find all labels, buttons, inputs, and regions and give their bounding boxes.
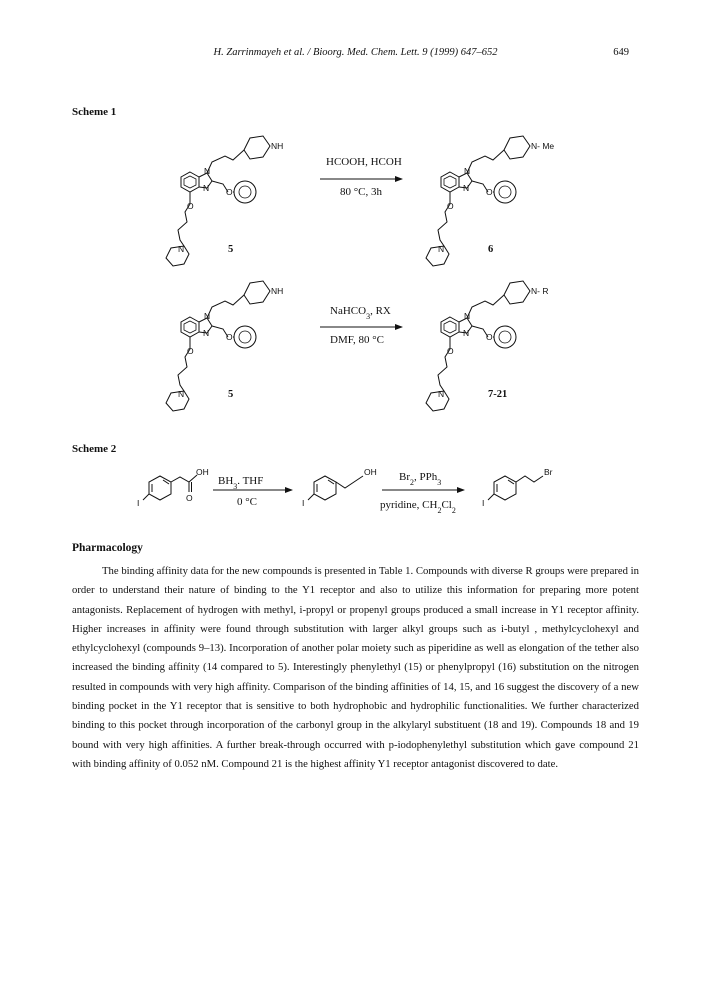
iodophenylacetic-acid-structure xyxy=(137,467,209,508)
reagent-label: $BH_3$. THF xyxy=(218,475,264,491)
atom-n: N xyxy=(464,311,471,321)
scheme2-label: Scheme 2 xyxy=(72,443,117,455)
amine-label: N- R xyxy=(531,286,549,296)
iodophenylethanol-structure xyxy=(302,467,377,508)
section-title-pharmacology: Pharmacology xyxy=(72,542,143,554)
page-number: 649 xyxy=(613,47,629,58)
scheme1-label: Scheme 1 xyxy=(72,106,117,118)
compound-number: 6 xyxy=(488,244,494,255)
pharmacology-body xyxy=(72,562,639,774)
amine-label: NH xyxy=(271,141,284,151)
compound-number: 5 xyxy=(228,389,234,400)
reagent-label: HCOOH, HCOH xyxy=(326,156,402,168)
atom-oh: OH xyxy=(364,467,377,477)
atom-i: I xyxy=(302,498,305,508)
atom-n: N xyxy=(178,389,185,399)
amine-label: NH xyxy=(271,286,284,296)
condition-label: DMF, 80 °C xyxy=(330,334,384,346)
atom-n: N xyxy=(463,328,470,338)
atom-o: O xyxy=(447,346,454,356)
atom-o: O xyxy=(187,346,194,356)
atom-n: N xyxy=(463,183,470,193)
atom-o: O xyxy=(186,493,193,503)
scheme1-figure xyxy=(0,120,711,420)
atom-n: N xyxy=(178,244,185,254)
compound-5-structure xyxy=(166,281,283,411)
atom-n: N xyxy=(464,166,471,176)
atom-n: N xyxy=(204,311,211,321)
atom-n: N xyxy=(438,389,445,399)
running-title: H. Zarrinmayeh et al. / Bioorg. Med. Chem. Lett. 9 (1999) 647–652 xyxy=(213,47,498,58)
compound-number: 5 xyxy=(228,244,234,255)
atom-o: O xyxy=(187,201,194,211)
condition-label: pyridine, $CH_2Cl_2$ xyxy=(380,499,456,515)
reagent-label: $Br_2$, PPh$_3$ xyxy=(399,471,442,487)
atom-o: O xyxy=(226,332,233,342)
compound-number: 7-21 xyxy=(488,389,508,400)
atom-oh: OH xyxy=(196,467,209,477)
condition-label: 0 °C xyxy=(237,496,257,508)
atom-i: I xyxy=(137,498,140,508)
compound-5-structure xyxy=(166,136,283,266)
condition-label: 80 °C, 3h xyxy=(340,186,382,198)
atom-o: O xyxy=(226,187,233,197)
amine-label: N- Me xyxy=(531,141,555,151)
atom-n: N xyxy=(203,183,210,193)
atom-n: N xyxy=(204,166,211,176)
compound-6-structure xyxy=(426,136,554,266)
atom-br: Br xyxy=(544,467,553,477)
atom-o: O xyxy=(486,332,493,342)
iodophenethyl-bromide-structure xyxy=(482,467,553,508)
pharmacology-paragraph: The binding affinity data for the new compounds is presented in Table 1. Compounds with diverse R groups were prepared in order to understand their nature of binding to the Y1 receptor and also to utilize this information for preparing more potent antagonists. Replacement of hydrogen with methyl, i-propyl or propenyl groups produced a small increase in Y1 receptor affinity. Higher increases in affinity were found through substitution with larger alkyl groups such as i-butyl , methylcyclohexyl and ethylcyclohexyl (compounds 9–13). Incorporation of another polar moiety such as piperidine as well as elongation of the tether also increased the binding affinity (14 compared to 5). Interestingly phenylethyl (15) or phenylpropyl (16) substitution on the nitrogen resulted in compounds with very high affinity. Comparison of the binding affinities of 14, 15, and 16 suggest the discovery of a new binding pocket in the Y1 receptor that is sensitive to both hydrophobic and hydrophilic functionalities. We further characterized binding to this pocket through incorporation of the carbonyl group in the alkylaryl substituent (18 and 19). Compounds 18 and 19 bound with very high affinities. A further break-through occurred with p-iodophenylethyl substitution which gave compound 21 with binding affinity of 0.052 nM. Compound 21 is the highest affinity Y1 receptor antagonist discovered to date. xyxy=(72,565,639,770)
atom-o: O xyxy=(486,187,493,197)
atom-i: I xyxy=(482,498,485,508)
scheme2-figure xyxy=(0,460,711,530)
atom-o: O xyxy=(447,201,454,211)
compound-7-21-structure xyxy=(426,281,548,411)
reagent-label: NaHCO$_3$, RX xyxy=(330,305,391,321)
atom-n: N xyxy=(438,244,445,254)
atom-n: N xyxy=(203,328,210,338)
